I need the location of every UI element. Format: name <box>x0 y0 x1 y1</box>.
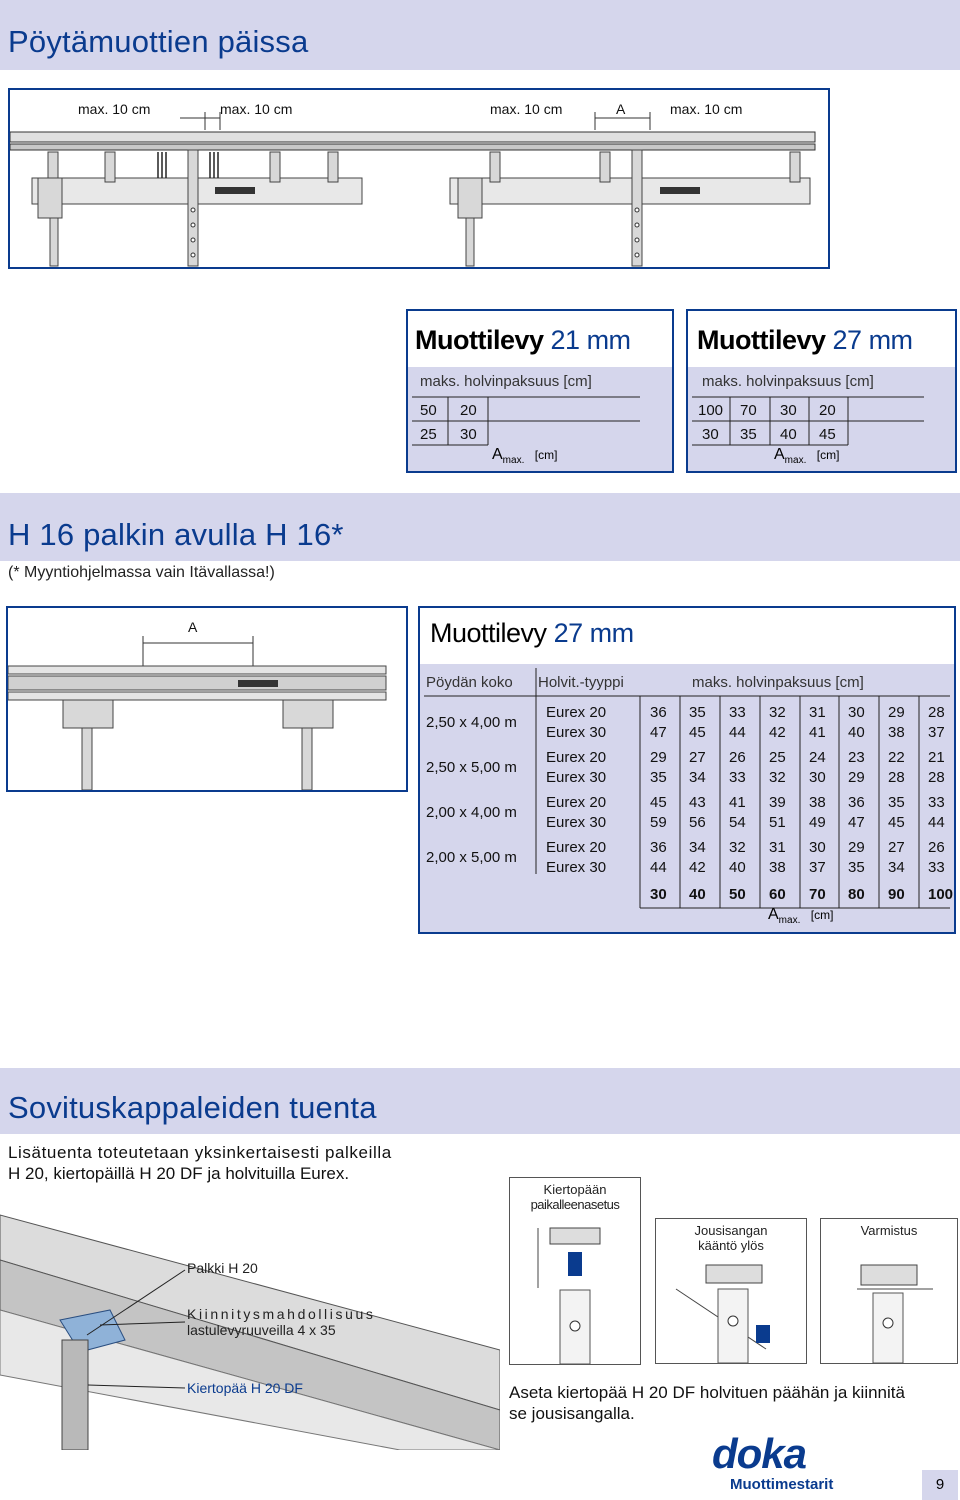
panel2-line2: kääntö ylös <box>698 1238 764 1253</box>
table27b-value: 38 <box>769 859 786 876</box>
table27b-size: 2,50 x 5,00 m <box>426 759 517 776</box>
table21-r1c2: 20 <box>460 402 477 419</box>
panel3-drawing <box>821 1249 957 1363</box>
table27b-value: 26 <box>729 749 746 766</box>
table27b-type: Eurex 30 <box>546 814 607 831</box>
table27a-r2c4: 45 <box>819 426 836 443</box>
dim-label-a: A <box>616 101 626 117</box>
table27b-value: 31 <box>769 839 786 856</box>
table21-title-prefix: Muottilevy <box>415 325 544 355</box>
table27b-value: 36 <box>848 794 865 811</box>
table27b-value: 42 <box>689 859 706 876</box>
table27b-value: 59 <box>650 814 667 831</box>
table27b-value: 30 <box>809 839 826 856</box>
section1-diagram <box>8 88 830 269</box>
label-kiinnitys-line1: Kiinnitysmahdollisuus <box>187 1306 376 1322</box>
table27b-value: 51 <box>769 814 786 831</box>
table-muottilevy-27a <box>686 309 957 473</box>
table27b-value: 44 <box>650 859 667 876</box>
table27a-r1c1: 100 <box>698 402 724 419</box>
table21-axis-sub: max. <box>502 455 525 467</box>
table21-r1c1: 50 <box>420 402 437 419</box>
table27b-axis <box>768 906 833 926</box>
section2-diagram <box>6 606 408 792</box>
up-arrow-icon <box>756 1325 770 1343</box>
table27b-axis-label: A <box>768 906 779 923</box>
section3-caption <box>509 1382 905 1424</box>
label-kiertopaa: Kiertopää H 20 DF <box>187 1380 303 1396</box>
down-arrow-icon <box>568 1252 582 1276</box>
table21-title-value: 21 mm <box>550 325 631 355</box>
table27b-value: 31 <box>809 704 826 721</box>
table21-axis <box>492 446 557 466</box>
h16-beam-diagram <box>8 608 406 790</box>
table27b-value: 44 <box>928 814 945 831</box>
table21-subtitle: maks. holvinpaksuus [cm] <box>420 373 592 390</box>
table27b-type: Eurex 30 <box>546 724 607 741</box>
table27b-value: 54 <box>729 814 746 831</box>
table27b-axis-sub: max. <box>778 915 801 927</box>
table27b-value: 39 <box>769 794 786 811</box>
table27a-r1c3: 30 <box>780 402 797 419</box>
table27b-title <box>430 618 634 649</box>
table27b-value: 43 <box>689 794 706 811</box>
table27b-axis-value: 40 <box>689 886 706 903</box>
table27b-value: 36 <box>650 704 667 721</box>
table27b-value: 44 <box>729 724 746 741</box>
table27b-axis-value: 80 <box>848 886 865 903</box>
table27b-axis-value: 60 <box>769 886 786 903</box>
table27b-type: Eurex 20 <box>546 794 607 811</box>
table27a-title-prefix: Muottilevy <box>697 325 826 355</box>
panel1-caption <box>510 1182 640 1212</box>
logo-mark <box>238 680 278 687</box>
section2-heading: H 16 palkin avulla H 16* <box>8 517 344 552</box>
table27b-type: Eurex 20 <box>546 704 607 721</box>
table27b-value: 29 <box>848 769 865 786</box>
table27b-value: 30 <box>848 704 865 721</box>
table27b-axis-value: 70 <box>809 886 826 903</box>
label-palkki-h20: Palkki H 20 <box>187 1260 258 1276</box>
table27b-value: 35 <box>888 794 905 811</box>
table27b-col-values: maks. holvinpaksuus [cm] <box>692 674 864 691</box>
table27a-r1c4: 20 <box>819 402 836 419</box>
table27b-value: 37 <box>928 724 945 741</box>
table-muottilevy-21 <box>406 309 674 473</box>
table27b-type: Eurex 20 <box>546 839 607 856</box>
dim-label-1: max. 10 cm <box>78 101 151 117</box>
table27b-value: 35 <box>689 704 706 721</box>
table27b-value: 40 <box>848 724 865 741</box>
table27b-value: 34 <box>689 839 706 856</box>
table21-axis-unit: [cm] <box>534 448 558 462</box>
table27a-title-value: 27 mm <box>832 325 913 355</box>
dim-label-a2: A <box>188 619 198 635</box>
section2-note: (* Myyntiohjelmassa vain Itävallassa!) <box>8 564 275 581</box>
section3-para-line2: H 20, kiertopäillä H 20 DF ja holvituilla Eurex. <box>8 1164 350 1183</box>
table27b-value: 24 <box>809 749 826 766</box>
table27a-axis <box>774 446 839 466</box>
caption-line1: Aseta kiertopää H 20 DF holvituen päähän ja kiinnitä <box>509 1383 905 1402</box>
table27b-value: 33 <box>928 794 945 811</box>
table27b-value: 38 <box>888 724 905 741</box>
panel2-line1: Jousisangan <box>694 1223 768 1238</box>
table27b-type: Eurex 30 <box>546 859 607 876</box>
section3-para-line1: Lisätuenta toteutetaan yksinkertaisesti palkeilla <box>8 1143 392 1162</box>
table27a-r2c2: 35 <box>740 426 757 443</box>
table27b-value: 27 <box>888 839 905 856</box>
table27b-axis-value: 30 <box>650 886 667 903</box>
table27b-value: 29 <box>888 704 905 721</box>
table27b-value: 27 <box>689 749 706 766</box>
logo-wordmark: doka <box>712 1430 807 1477</box>
table27b-value: 56 <box>689 814 706 831</box>
table21-title <box>415 325 631 356</box>
label-kiinnitys-line2: lastulevyruuveilla 4 x 35 <box>187 1322 336 1338</box>
panel1-line2: paikalleenasetus <box>530 1197 620 1212</box>
panel-kiertopaan-asetus <box>509 1177 641 1365</box>
table27b-value: 21 <box>928 749 945 766</box>
table27b-axis-value: 90 <box>888 886 905 903</box>
table27a-r2c3: 40 <box>780 426 797 443</box>
panel2-caption <box>656 1223 806 1253</box>
table27b-value: 26 <box>928 839 945 856</box>
table27a-title <box>697 325 913 356</box>
table27b-value: 32 <box>769 704 786 721</box>
table27a-r2c1: 30 <box>702 426 719 443</box>
table27b-col-size: Pöydän koko <box>426 674 513 691</box>
section3-paragraph <box>8 1142 392 1184</box>
table27b-value: 32 <box>729 839 746 856</box>
table27b-value: 40 <box>729 859 746 876</box>
table27b-title-value: 27 mm <box>553 618 634 648</box>
section3-heading: Sovituskappaleiden tuenta <box>8 1090 377 1125</box>
table21-axis-label: A <box>492 446 503 463</box>
panel1-line1: Kiertopään <box>543 1182 607 1197</box>
table27b-axis-unit: [cm] <box>810 908 834 922</box>
table27b-value: 47 <box>848 814 865 831</box>
dim-label-2: max. 10 cm <box>220 101 293 117</box>
table27a-axis-unit: [cm] <box>816 448 840 462</box>
table27b-value: 36 <box>650 839 667 856</box>
table27b-value: 34 <box>888 859 905 876</box>
table27b-axis-value: 100 <box>928 886 954 903</box>
dim-label-4: max. 10 cm <box>670 101 743 117</box>
table-muottilevy-27b <box>418 606 956 934</box>
panel-jousisanka <box>655 1218 807 1364</box>
table21-r2c1: 25 <box>420 426 437 443</box>
table27b-value: 45 <box>650 794 667 811</box>
table27b-value: 34 <box>689 769 706 786</box>
table27b-grid <box>420 664 954 932</box>
panel-varmistus <box>820 1218 958 1364</box>
table-form-end-diagram <box>10 90 828 267</box>
table27b-type: Eurex 30 <box>546 769 607 786</box>
table27b-value: 22 <box>888 749 905 766</box>
table27a-r1c2: 70 <box>740 402 757 419</box>
table27b-value: 41 <box>809 724 826 741</box>
table27b-value: 45 <box>888 814 905 831</box>
table27b-value: 47 <box>650 724 667 741</box>
table27b-value: 41 <box>729 794 746 811</box>
table27b-value: 33 <box>928 859 945 876</box>
table27b-value: 28 <box>888 769 905 786</box>
table27b-value: 49 <box>809 814 826 831</box>
table27b-col-type: Holvit.-tyyppi <box>538 674 624 691</box>
table27b-value: 38 <box>809 794 826 811</box>
section1-heading: Pöytämuottien päissa <box>8 24 309 59</box>
table27b-size: 2,50 x 4,00 m <box>426 714 517 731</box>
table27b-value: 33 <box>729 704 746 721</box>
table27b-value: 28 <box>928 704 945 721</box>
table27b-value: 28 <box>928 769 945 786</box>
panel1-drawing <box>510 1218 640 1364</box>
table21-r2c2: 30 <box>460 426 477 443</box>
table27b-value: 35 <box>848 859 865 876</box>
table27b-title-prefix: Muottilevy <box>430 618 547 648</box>
table27b-value: 32 <box>769 769 786 786</box>
table27b-value: 33 <box>729 769 746 786</box>
doka-logo <box>712 1432 852 1493</box>
logo-tagline: Muottimestarit <box>730 1476 834 1493</box>
table27a-axis-label: A <box>774 446 785 463</box>
table27b-value: 29 <box>650 749 667 766</box>
panel3-caption: Varmistus <box>860 1223 918 1238</box>
table27b-value: 42 <box>769 724 786 741</box>
table27b-size: 2,00 x 5,00 m <box>426 849 517 866</box>
table27b-value: 30 <box>809 769 826 786</box>
table27b-size: 2,00 x 4,00 m <box>426 804 517 821</box>
table27b-type: Eurex 20 <box>546 749 607 766</box>
table27b-value: 23 <box>848 749 865 766</box>
table27b-axis-value: 50 <box>729 886 746 903</box>
table27b-value: 35 <box>650 769 667 786</box>
table27a-axis-sub: max. <box>784 455 807 467</box>
table27b-value: 45 <box>689 724 706 741</box>
table27b-value: 25 <box>769 749 786 766</box>
table27a-subtitle: maks. holvinpaksuus [cm] <box>702 373 874 390</box>
dim-label-3: max. 10 cm <box>490 101 563 117</box>
panel2-drawing <box>656 1259 806 1363</box>
table27b-value: 37 <box>809 859 826 876</box>
table27b-value: 29 <box>848 839 865 856</box>
page-number: 9 <box>922 1470 958 1500</box>
caption-line2: se jousisangalla. <box>509 1404 635 1423</box>
